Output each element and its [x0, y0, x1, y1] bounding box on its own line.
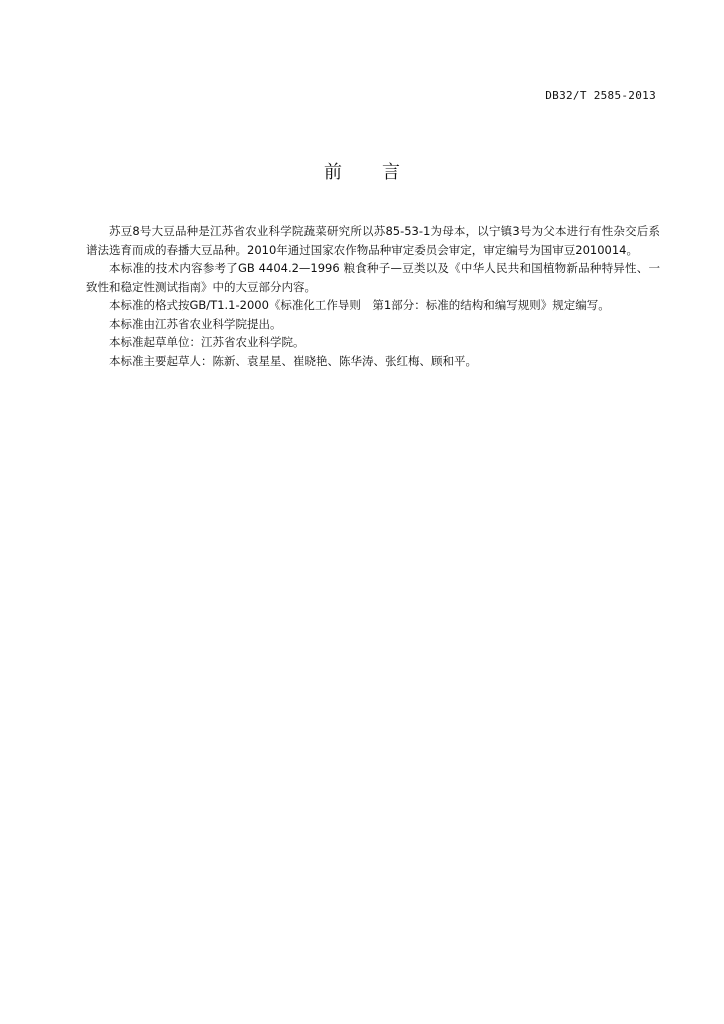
paragraph-format: 本标准的格式按GB/T1.1-2000《标准化工作导则 第1部分：标准的结构和编写规则》规定编写。 [109, 298, 610, 312]
paragraph-drafting-unit: 本标准起草单位：江苏省农业科学院。 [109, 335, 305, 349]
document-code: DB32/T 2585-2013 [545, 89, 656, 102]
paragraph-proposer: 本标准由江苏省农业科学院提出。 [109, 316, 282, 331]
paragraph-drafters: 本标准主要起草人：陈新、袁星星、崔晓艳、陈华涛、张红梅、顾和平。 [109, 353, 477, 368]
paragraph-references: 本标准的技术内容参考了GB 4404.2—1996 粮食种子—豆类以及《中华人民共和国植物新品种特异性、一致性和稳定性测试指南》中的大豆部分内容。 [86, 261, 660, 294]
page-title: 前言 [324, 162, 440, 183]
paragraph-origin: 苏豆8号大豆品种是江苏省农业科学院蔬菜研究所以苏85-53-1为母本，以宁镇3号为父本进行有性杂交后系谱法选育而成的春播大豆品种。2010年通过国家农作物品种审定委员会审定，审定编号为国审豆2010014。 [86, 224, 660, 257]
preface-body [86, 222, 660, 370]
